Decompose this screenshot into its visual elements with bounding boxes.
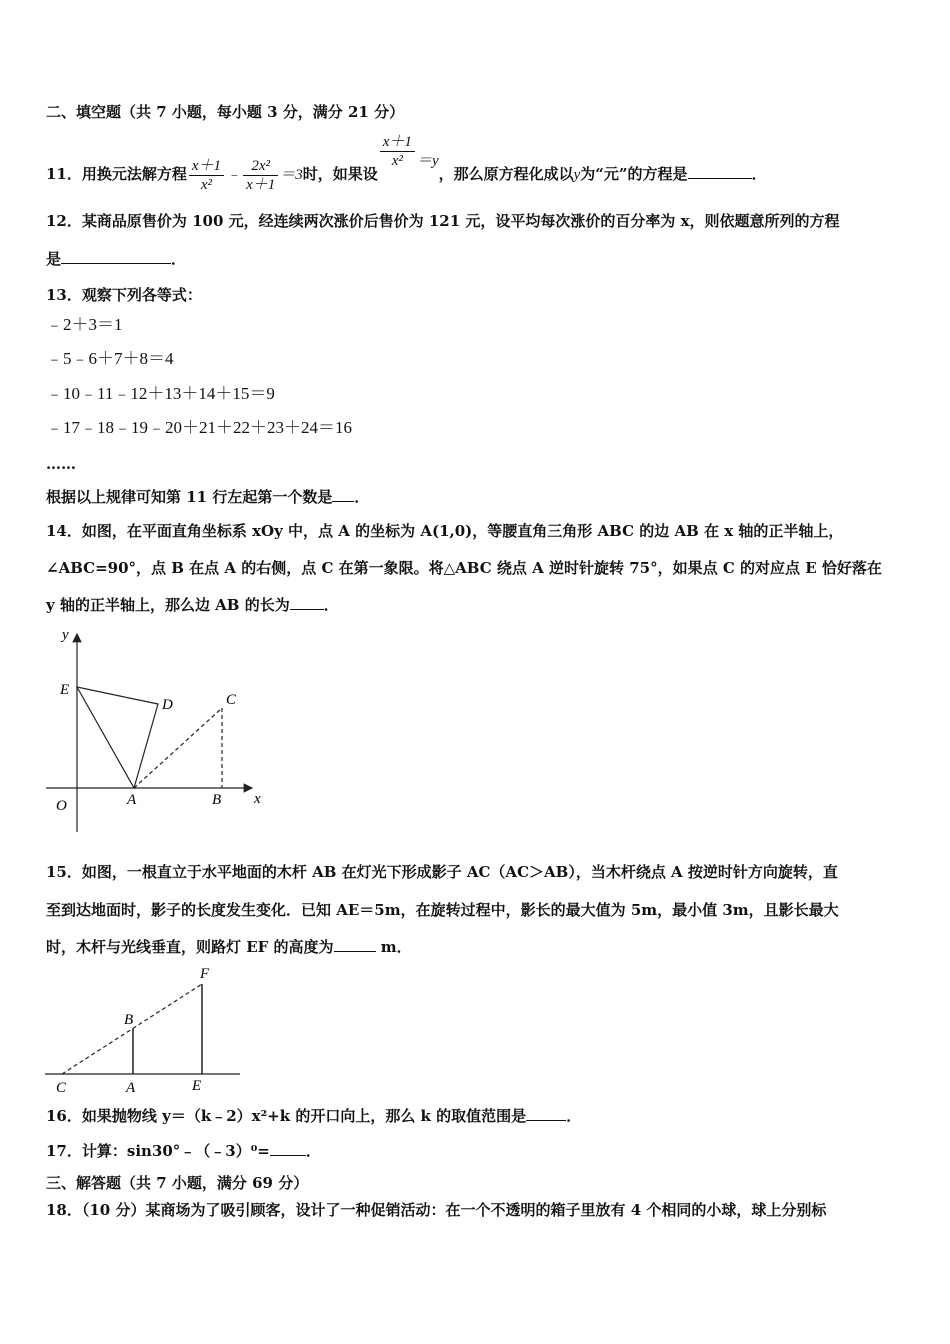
question-15-line-2: 至到达地面时，影子的长度发生变化．已知 AE＝5m，在旋转过程中，影长的最大值为 5m，最小值 3m，且影长最大 xyxy=(46,901,839,919)
question-15-line-1: 15．如图，一根直立于水平地面的木杆 AB 在灯光下形成影子 AC（AC＞AB），当木杆绕点 A 按逆时针方向旋转，直 xyxy=(46,863,838,881)
q13-equation-4: ﹣17﹣18﹣19﹣20＋21＋22＋23＋24＝16 xyxy=(46,418,352,437)
q13-answer-blank xyxy=(332,487,354,502)
question-14-line-1: 14．如图，在平面直角坐标系 xOy 中，点 A 的坐标为 A(1,0)，等腰直角三角形 ABC 的边 AB 在 x 轴的正半轴上， xyxy=(46,522,844,540)
q14-label-a: A xyxy=(127,792,137,808)
q14-label-y: y xyxy=(62,627,69,643)
q13-equation-3: ﹣10﹣11﹣12＋13＋14＋15＝9 xyxy=(46,384,275,403)
question-12-line-2: 是 ． xyxy=(46,250,187,268)
section-2-title: 二、填空题（共 7 小题，每小题 3 分，满分 21 分） xyxy=(46,103,405,121)
q14-label-b: B xyxy=(212,792,222,808)
q15-label-f: F xyxy=(200,966,210,982)
q14-dashed-ac xyxy=(134,708,222,788)
question-17: 17．计算：sin30°﹣（﹣3）⁰= ． xyxy=(46,1142,321,1160)
q11-fraction-2: $\frac{\text{2x²}}{x+1}$ xyxy=(243,157,278,194)
q13-equation-2: ﹣5﹣6＋7＋8＝4 xyxy=(46,349,174,368)
q15-label-a: A xyxy=(126,1080,136,1096)
section-3-title: 三、解答题（共 7 小题，满分 69 分） xyxy=(46,1174,309,1192)
q15-answer-blank xyxy=(334,937,376,952)
q11-fraction-3: $\frac{x+1}{\text{x²}}$ xyxy=(380,133,415,170)
q15-label-c: C xyxy=(56,1080,67,1096)
q15-figure xyxy=(40,962,240,1098)
q14-label-d: D xyxy=(162,697,173,713)
q11-mid: 时，如果设 xyxy=(302,165,378,183)
question-11: 11．用换元法解方程 $\frac{x+1}{\text{x²}}$ ﹣ $\frac{\text{2x²}}{x+1}$ ＝3时，如果设 $\frac{x+1}{\text{x²}}$ ＝y，那么原方程化成以y为“元”的方程是 ． xyxy=(46,134,767,193)
q12-answer-blank xyxy=(61,249,171,264)
question-14-line-2: ∠ABC=90°，点 B 在点 A 的右侧，点 C 在第一象限。将△ABC 绕点 A 逆时针旋转 75°，如果点 C 的对应点 E 恰好落在 xyxy=(46,559,882,577)
q14-triangle-ade xyxy=(77,687,158,788)
question-14-line-3: y 轴的正半轴上，那么边 AB 的长为 ． xyxy=(46,596,339,614)
q14-figure xyxy=(40,622,280,837)
q11-prefix: 11．用换元法解方程 xyxy=(46,165,187,183)
q14-answer-blank xyxy=(290,595,324,610)
q17-answer-blank xyxy=(270,1141,306,1156)
q15-light-ray xyxy=(62,984,202,1074)
question-16: 16．如果抛物线 y＝（k﹣2）x²+k 的开口向上，那么 k 的取值范围是 ． xyxy=(46,1107,582,1125)
q14-label-x: x xyxy=(254,791,261,807)
q11-answer-blank xyxy=(688,164,752,179)
question-12-line-1: 12．某商品原售价为 100 元，经连续两次涨价后售价为 121 元，设平均每次涨价的百分率为 x，则依题意所列的方程 xyxy=(46,212,840,230)
question-18-line-1: 18．（10 分）某商场为了吸引顾客，设计了一种促销活动：在一个不透明的箱子里放有 4 个相同的小球，球上分别标 xyxy=(46,1201,827,1219)
q13-question: 根据以上规律可知第 11 行左起第一个数是 ． xyxy=(46,488,370,506)
q14-label-e: E xyxy=(60,682,70,698)
question-15-line-3: 时，木杆与光线垂直，则路灯 EF 的高度为 m． xyxy=(46,938,412,956)
q14-label-o: O xyxy=(56,798,67,814)
q15-label-b: B xyxy=(124,1012,134,1028)
question-13-title: 13．观察下列各等式： xyxy=(46,286,202,304)
q15-label-e: E xyxy=(192,1078,202,1094)
q13-equation-1: ﹣2＋3＝1 xyxy=(46,315,123,334)
q16-answer-blank xyxy=(526,1106,566,1121)
q11-fraction-1: $\frac{x+1}{\text{x²}}$ xyxy=(189,157,224,194)
q14-label-c: C xyxy=(226,692,237,708)
q13-ellipsis: …… xyxy=(46,455,76,473)
